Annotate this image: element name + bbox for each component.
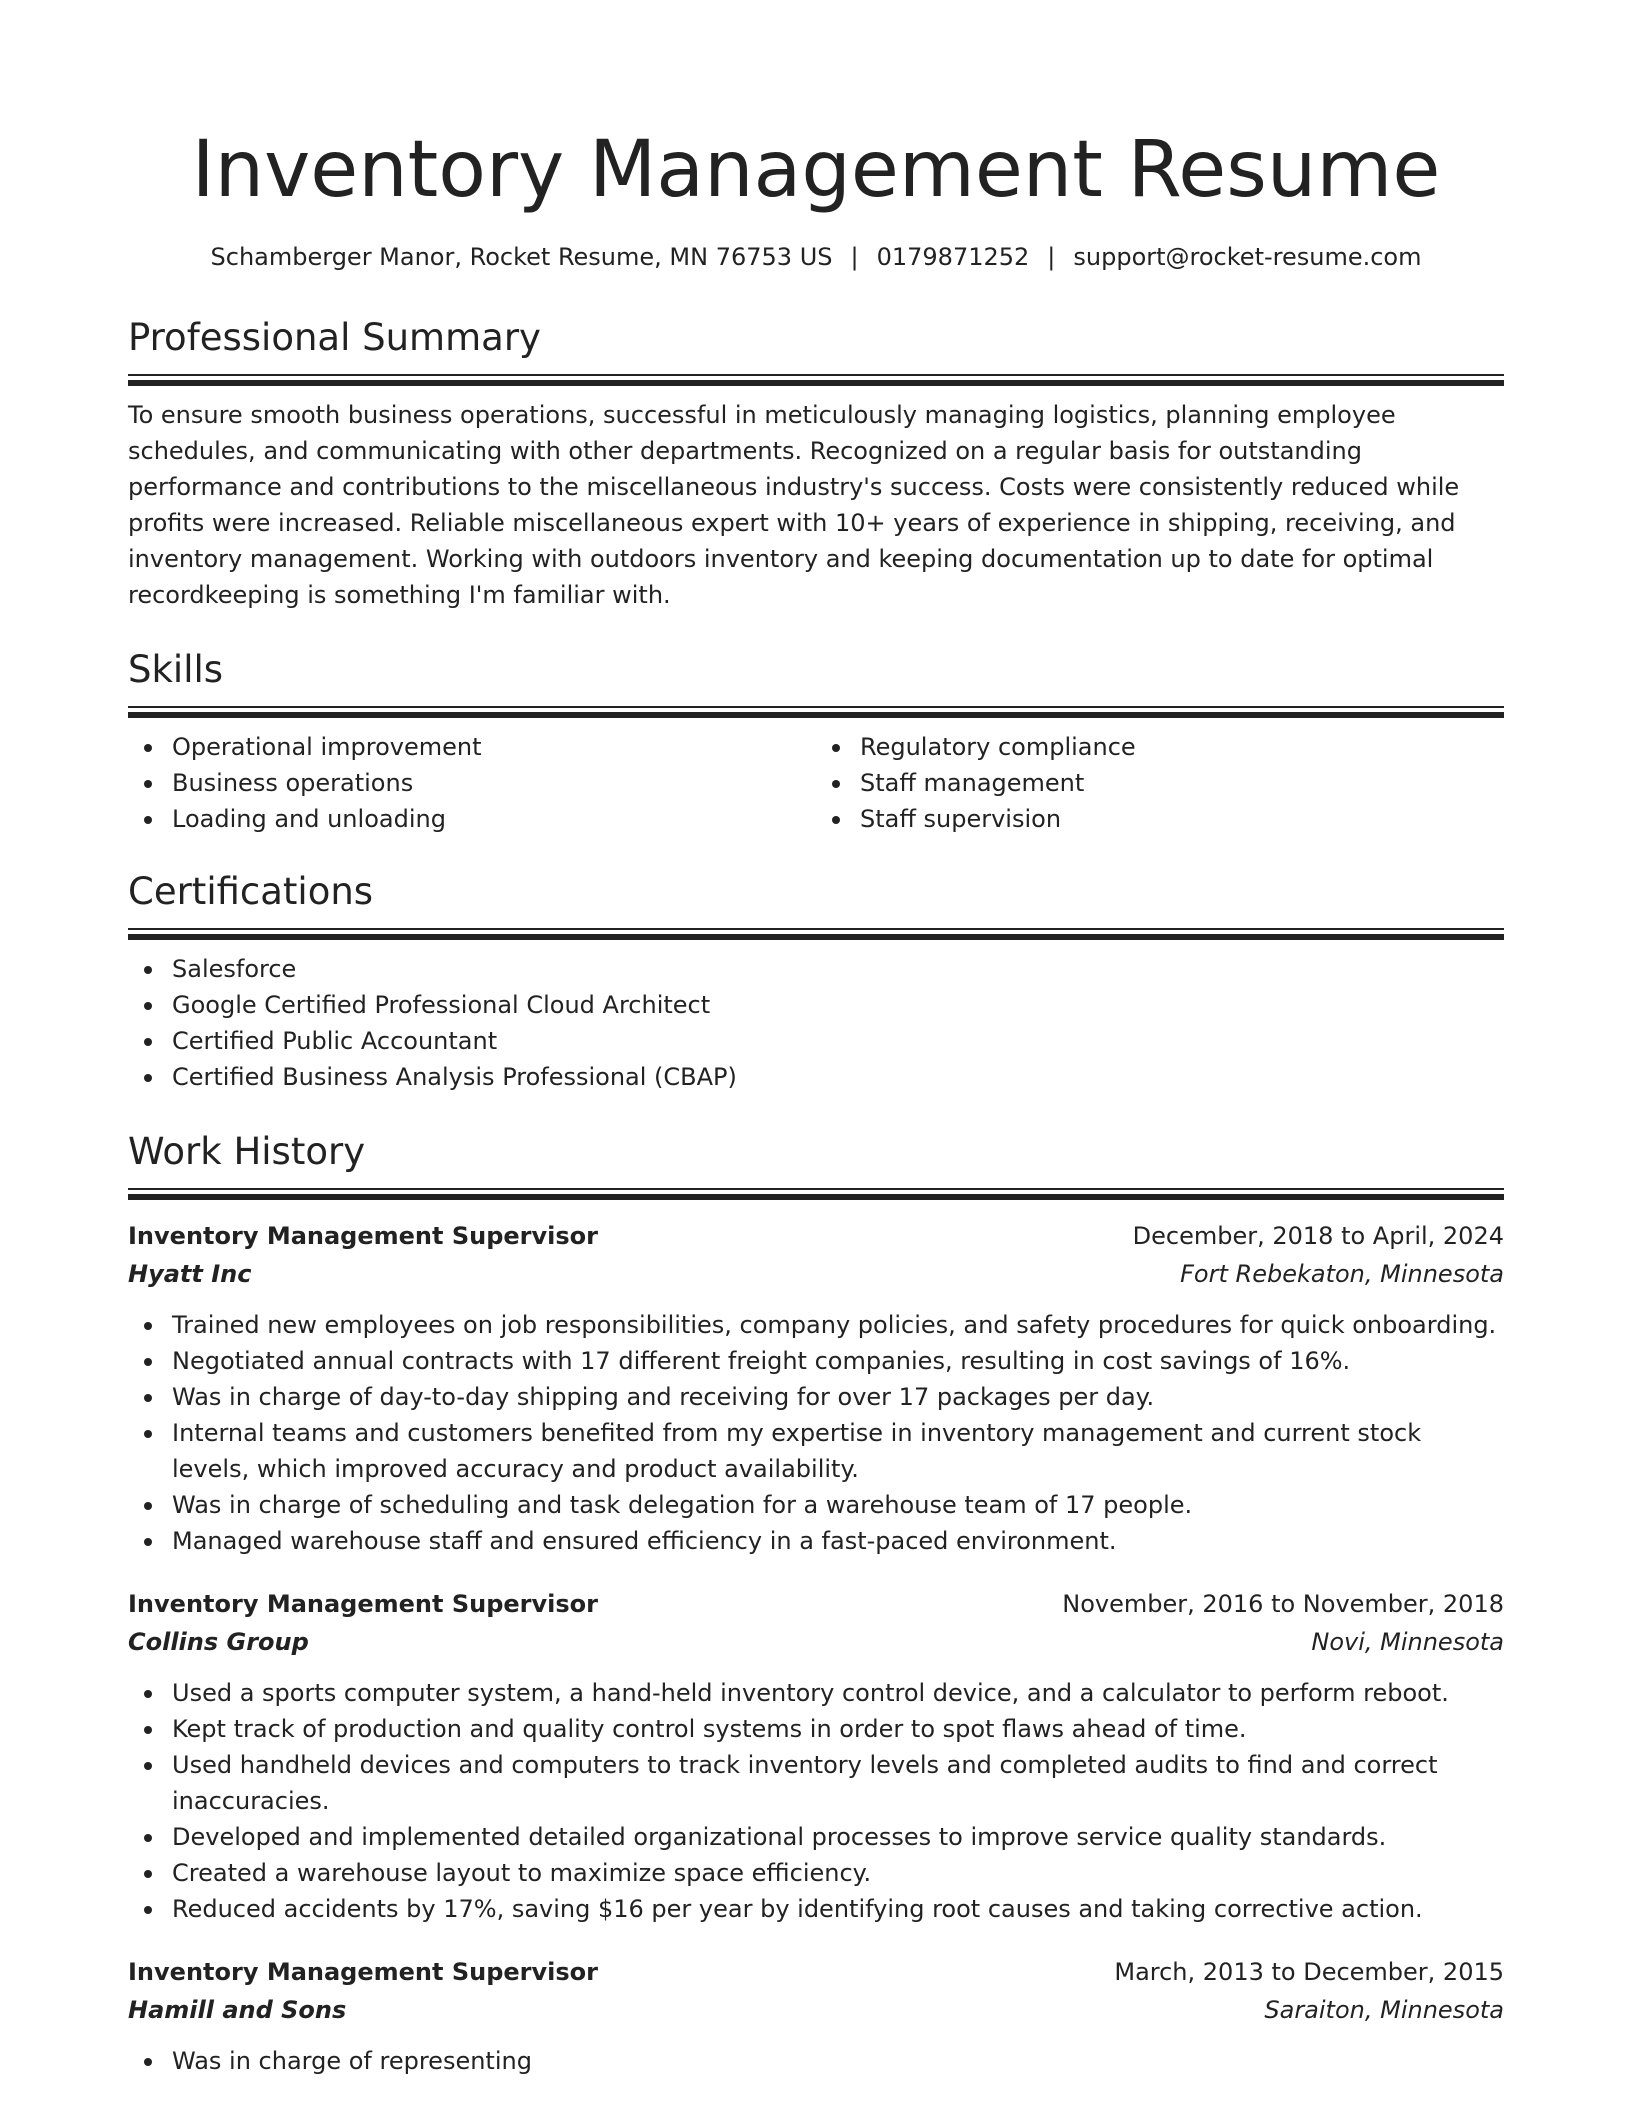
job-location: Saraiton, Minnesota	[1264, 1996, 1504, 2024]
job-company-row	[128, 1255, 1504, 1293]
certification-item: Certified Public Accountant	[172, 1023, 1504, 1059]
job-company: Hyatt Inc	[128, 1260, 252, 1288]
skills-grid	[128, 717, 1504, 837]
certification-item: Certified Business Analysis Professional (CBAP)	[172, 1059, 1504, 1095]
certifications-list	[128, 951, 1504, 1095]
job-dates: December, 2018 to April, 2024	[1132, 1222, 1504, 1250]
job-header-row	[128, 1217, 1504, 1255]
job-company: Collins Group	[128, 1628, 309, 1656]
job-bullet: Used handheld devices and computers to track inventory levels and completed audits to find and correct inaccuracies.	[172, 1747, 1504, 1819]
skill-item: Staff supervision	[860, 801, 1504, 837]
job-location: Fort Rebekaton, Minnesota	[1180, 1260, 1504, 1288]
job-location: Novi, Minnesota	[1311, 1628, 1504, 1656]
skill-item: Regulatory compliance	[860, 729, 1504, 765]
job-title: Inventory Management Supervisor	[128, 1222, 598, 1250]
job-header-row	[128, 1953, 1504, 1991]
skill-item: Staff management	[860, 765, 1504, 801]
certifications-heading: Certifications	[128, 870, 374, 913]
job-bullet: Was in charge of representing	[172, 2043, 1504, 2079]
job-company-row	[128, 1991, 1504, 2029]
work-heading: Work History	[128, 1130, 366, 1173]
job-title: Inventory Management Supervisor	[128, 1590, 598, 1618]
job-bullet: Trained new employees on job responsibilities, company policies, and safety procedures for quick onboarding.	[172, 1307, 1504, 1343]
summary-heading: Professional Summary	[128, 316, 541, 359]
skill-item: Operational improvement	[172, 729, 816, 765]
certification-item: Google Certified Professional Cloud Architect	[172, 987, 1504, 1023]
certifications-section	[128, 870, 1504, 1095]
job-bullet: Managed warehouse staff and ensured efficiency in a fast-paced environment.	[172, 1523, 1504, 1559]
skill-item: Business operations	[172, 765, 816, 801]
summary-section	[128, 316, 1504, 613]
contact-separator: |	[1047, 243, 1056, 271]
job-bullet: Was in charge of day-to-day shipping and receiving for over 17 packages per day.	[172, 1379, 1504, 1415]
job-bullets	[128, 1307, 1504, 1559]
job-bullets	[128, 1675, 1504, 1927]
job-bullets	[128, 2043, 1504, 2079]
job-dates: November, 2016 to November, 2018	[1062, 1590, 1504, 1618]
job-entry	[128, 1585, 1504, 1927]
job-bullet: Reduced accidents by 17%, saving $16 per year by identifying root causes and taking corrective action.	[172, 1891, 1504, 1927]
work-section	[128, 1130, 1504, 2079]
job-entry	[128, 1217, 1504, 1559]
section-divider	[128, 1188, 1504, 1199]
resume-title: Inventory Management Resume	[191, 125, 1441, 215]
summary-text: To ensure smooth business operations, successful in meticulously managing logistics, planning employee schedules, and communicating with other departments. Recognized on a regular basis for outstanding performance and contributions to the miscellaneous industry's success. Costs were consistently reduced while profits were increased. Reliable miscellaneous expert with 10+ years of experience in shipping, receiving, and inventory management. Working with outdoors inventory and keeping documentation up to date for optimal recordkeeping is something I'm familiar with.	[128, 401, 1460, 609]
skills-list-left	[128, 729, 816, 837]
job-bullet: Created a warehouse layout to maximize space efficiency.	[172, 1855, 1504, 1891]
contact-address: Schamberger Manor, Rocket Resume, MN 76753 US	[210, 243, 833, 271]
contact-line	[128, 242, 1504, 272]
job-company: Hamill and Sons	[128, 1996, 347, 2024]
job-bullet: Negotiated annual contracts with 17 different freight companies, resulting in cost savings of 16%.	[172, 1343, 1504, 1379]
job-entry	[128, 1953, 1504, 2079]
resume-page	[128, 0, 1504, 2075]
skills-heading: Skills	[128, 648, 224, 691]
contact-separator: |	[850, 243, 859, 271]
section-divider	[128, 374, 1504, 385]
skill-item: Loading and unloading	[172, 801, 816, 837]
job-header-row	[128, 1585, 1504, 1623]
job-title: Inventory Management Supervisor	[128, 1958, 598, 1986]
certification-item: Salesforce	[172, 951, 1504, 987]
job-bullet: Used a sports computer system, a hand-held inventory control device, and a calculator to perform reboot.	[172, 1675, 1504, 1711]
skills-section	[128, 648, 1504, 837]
job-dates: March, 2013 to December, 2015	[1114, 1958, 1504, 1986]
job-bullet: Kept track of production and quality control systems in order to spot flaws ahead of time.	[172, 1711, 1504, 1747]
contact-phone: 0179871252	[876, 243, 1030, 271]
job-bullet: Developed and implemented detailed organizational processes to improve service quality standards.	[172, 1819, 1504, 1855]
job-company-row	[128, 1623, 1504, 1661]
section-divider	[128, 706, 1504, 717]
contact-email[interactable]: support@rocket-resume.com	[1073, 243, 1422, 271]
skills-list-right	[816, 729, 1504, 837]
job-bullet: Was in charge of scheduling and task delegation for a warehouse team of 17 people.	[172, 1487, 1504, 1523]
job-bullet: Internal teams and customers benefited from my expertise in inventory management and current stock levels, which improved accuracy and product availability.	[172, 1415, 1504, 1487]
section-divider	[128, 928, 1504, 939]
